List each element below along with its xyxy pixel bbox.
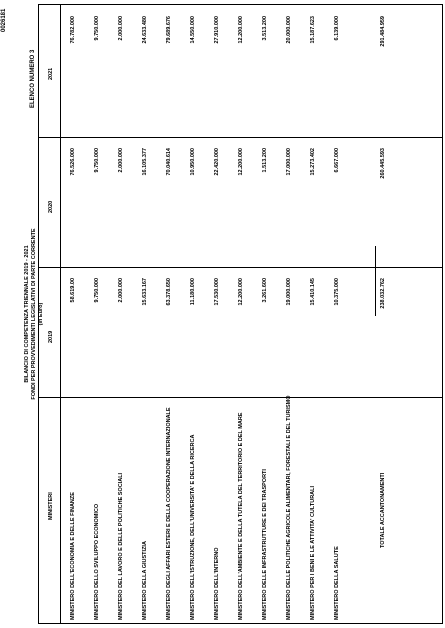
ministry-name: MINISTERO DELLA SALUTE <box>334 546 340 620</box>
col-divider-ministeri <box>38 397 443 398</box>
value-2021: 24.633.480 <box>142 16 148 44</box>
value-2020: 9.750.000 <box>94 148 100 173</box>
year-2019-header: 2019 <box>48 330 54 343</box>
ministeri-header: MINISTERI <box>48 492 54 520</box>
value-2019: 3.261.600 <box>262 278 268 303</box>
value-2020: 17.000.000 <box>286 148 292 176</box>
value-2019: 15.633.167 <box>142 278 148 306</box>
title-line-1: BILANCIO DI COMPETENZA TRIENNALE 2019 - 2021 <box>24 245 30 383</box>
total-2020: 260.445.593 <box>380 148 386 179</box>
value-2020: 10.950.000 <box>190 148 196 176</box>
ministry-name: MINISTERO DEGLI AFFARI ESTERI E DELLA COOPERAZIONE INTERNAZIONALE <box>166 407 172 620</box>
value-2020: 70.040.614 <box>166 148 172 176</box>
value-2019: 12.200.000 <box>238 278 244 306</box>
value-2020: 15.273.402 <box>310 148 316 176</box>
ministry-name: MINISTERO DELLO SVILUPPO ECONOMICO <box>94 503 100 620</box>
ministry-name: MINISTERO DELLE POLITICHE AGRICOLE ALIMENTARI, FORESTALI E DEL TURISMO <box>286 395 292 620</box>
value-2021: 20.000.000 <box>286 16 292 44</box>
total-2019: 238.032.762 <box>380 278 386 309</box>
value-2019: 17.530.000 <box>214 278 220 306</box>
document-code: 0026181 <box>1 8 7 32</box>
ministry-name: MINISTERO DELLE INFRASTRUTTURE E DEI TRASPORTI <box>262 469 268 620</box>
header-divider <box>60 4 61 624</box>
value-2019: 63.378.650 <box>166 278 172 306</box>
ministry-name: MINISTERO DELL'ECONOMIA E DELLE FINANZE <box>70 492 76 620</box>
value-2019: 9.750.000 <box>94 278 100 303</box>
value-2021: 76.782.000 <box>70 16 76 44</box>
elenco-label: ELENCO NUMERO 3 <box>30 49 36 108</box>
value-2020: 22.420.000 <box>214 148 220 176</box>
value-2021: 3.513.200 <box>262 16 268 41</box>
ministry-name: MINISTERO DELL'ISTRUZIONE, DELL'UNIVERSITA' E DELLA RICERCA <box>190 434 196 620</box>
value-2021: 15.187.623 <box>310 16 316 44</box>
value-2020: 16.105.377 <box>142 148 148 176</box>
value-2021: 79.689.676 <box>166 16 172 44</box>
value-2021: 2.000.000 <box>118 16 124 41</box>
value-2020: 6.667.000 <box>334 148 340 173</box>
ministry-name: MINISTERO DELLA GIUSTIZIA <box>142 541 148 620</box>
col-divider-2020 <box>38 137 443 138</box>
value-2021: 27.910.000 <box>214 16 220 44</box>
value-2020: 1.513.200 <box>262 148 268 173</box>
value-2021: 6.139.000 <box>334 16 340 41</box>
year-2020-header: 2020 <box>48 200 54 213</box>
value-2020: 12.200.000 <box>238 148 244 176</box>
value-2019: 15.410.145 <box>310 278 316 306</box>
value-2021: 9.750.000 <box>94 16 100 41</box>
col-divider-2019 <box>38 267 443 268</box>
value-2019: 19.000.000 <box>286 278 292 306</box>
value-2019: 2.000.000 <box>118 278 124 303</box>
value-2021: 12.200.000 <box>238 16 244 44</box>
value-2020: 2.000.000 <box>118 148 124 173</box>
value-2021: 14.550.000 <box>190 16 196 44</box>
total-label: TOTALE ACCANTONAMENTI <box>380 472 386 548</box>
value-2020: 76.526.000 <box>70 148 76 176</box>
value-2019: 11.180.000 <box>190 278 196 306</box>
value-2019: 58.619.00 <box>70 278 76 303</box>
year-2021-header: 2021 <box>48 67 54 80</box>
ministry-name: MINISTERO DEL LAVORO E DELLE POLITICHE SOCIALI <box>118 472 124 620</box>
title-line-3: (in Euro) <box>38 302 44 326</box>
value-2019: 10.375.000 <box>334 278 340 306</box>
ministry-name: MINISTERO DELL'AMBIENTE E DELLA TUTELA DEL TERRITORIO E DEL MARE <box>238 412 244 620</box>
ministry-name: MINISTERO DELL'INTERNO <box>214 547 220 620</box>
total-2021: 291.484.959 <box>380 16 386 47</box>
total-underline <box>375 246 376 316</box>
ministry-name: MINISTERO PER I BENI E LE ATTIVITA' CULTURALI <box>310 485 316 620</box>
title-line-2: FONDI PER PROVVEDIMENTI LEGISLATIVI DI PARTE CORRENTE <box>31 228 37 400</box>
